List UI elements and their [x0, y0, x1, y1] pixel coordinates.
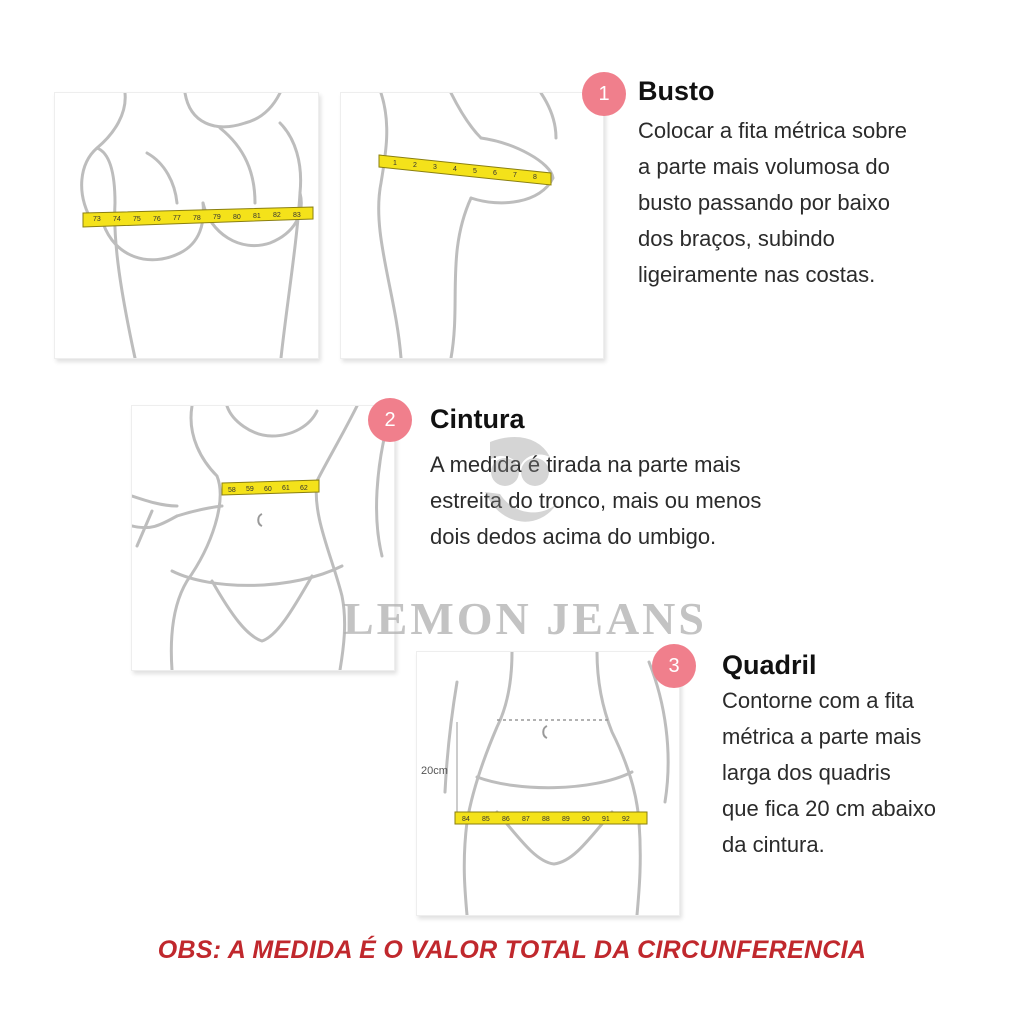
step-3-line-3: larga dos quadris	[722, 760, 891, 785]
svg-text:75: 75	[133, 216, 141, 223]
bust-side-tape	[379, 155, 551, 185]
hip-tape	[455, 812, 647, 824]
svg-text:88: 88	[542, 816, 550, 823]
svg-text:86: 86	[502, 816, 510, 823]
bust-tape	[83, 207, 313, 227]
step-3-description	[722, 683, 936, 863]
hip-drawing	[417, 652, 679, 915]
svg-text:59: 59	[246, 486, 254, 493]
svg-text:1: 1	[393, 160, 397, 167]
step-3-badge: 3	[652, 644, 696, 688]
svg-text:76: 76	[153, 216, 161, 223]
svg-text:77: 77	[173, 215, 181, 222]
svg-text:60: 60	[264, 486, 272, 493]
svg-text:58: 58	[228, 487, 236, 494]
step-1-badge: 1	[582, 72, 626, 116]
svg-text:85: 85	[482, 816, 490, 823]
hip-offset-label: 20cm	[421, 765, 448, 777]
svg-text:73: 73	[93, 216, 101, 223]
svg-text:78: 78	[193, 215, 201, 222]
svg-text:2: 2	[413, 162, 417, 169]
bust-side-illustration	[340, 92, 604, 359]
bust-side-drawing	[341, 93, 603, 358]
svg-text:81: 81	[253, 213, 261, 220]
step-2-line-3: dois dedos acima do umbigo.	[430, 524, 717, 549]
svg-text:92: 92	[622, 816, 630, 823]
svg-text:82: 82	[273, 212, 281, 219]
svg-text:91: 91	[602, 816, 610, 823]
svg-text:87: 87	[522, 816, 530, 823]
svg-text:90: 90	[582, 816, 590, 823]
step-3-line-4: que fica 20 cm abaixo	[722, 796, 937, 821]
step-1-line-1: Colocar a fita métrica sobre	[638, 118, 907, 143]
step-3-line-2: métrica a parte mais	[722, 724, 922, 749]
svg-text:6: 6	[493, 170, 497, 177]
step-2-line-2: estreita do tronco, mais ou menos	[430, 488, 762, 513]
svg-text:62: 62	[300, 485, 308, 492]
hip-illustration	[416, 651, 680, 916]
svg-text:84: 84	[462, 816, 470, 823]
svg-text:79: 79	[213, 214, 221, 221]
step-2-title: Cintura	[430, 404, 525, 434]
step-1-line-2: a parte mais volumosa do	[638, 154, 890, 179]
step-1-line-3: busto passando por baixo	[638, 190, 890, 215]
waist-tape	[222, 480, 319, 495]
bust-front-drawing	[55, 93, 318, 358]
step-1-title: Busto	[638, 76, 715, 106]
svg-text:80: 80	[233, 214, 241, 221]
step-3-line-5: da cintura.	[722, 832, 825, 857]
svg-text:83: 83	[293, 212, 301, 219]
svg-text:5: 5	[473, 168, 477, 175]
step-2-line-1: A medida é tirada na parte mais	[430, 452, 741, 477]
step-1-line-5: ligeiramente nas costas.	[638, 262, 876, 287]
bust-front-illustration	[54, 92, 319, 359]
step-1-description	[638, 113, 907, 293]
step-3-line-1: Contorne com a fita	[722, 688, 914, 713]
svg-text:4: 4	[453, 166, 457, 173]
svg-text:74: 74	[113, 216, 121, 223]
svg-text:3: 3	[433, 164, 437, 171]
step-3-title: Quadril	[722, 650, 817, 680]
svg-text:8: 8	[533, 174, 537, 181]
watermark-text: LEMON JEANS	[343, 593, 707, 644]
svg-text:7: 7	[513, 172, 517, 179]
svg-text:61: 61	[282, 485, 290, 492]
step-1-line-4: dos braços, subindo	[638, 226, 835, 251]
obs-note: OBS: A MEDIDA É O VALOR TOTAL DA CIRCUNFERENCIA	[157, 936, 867, 964]
step-2-badge: 2	[368, 398, 412, 442]
svg-text:89: 89	[562, 816, 570, 823]
lemon-jeans-logo-icon	[470, 432, 570, 542]
